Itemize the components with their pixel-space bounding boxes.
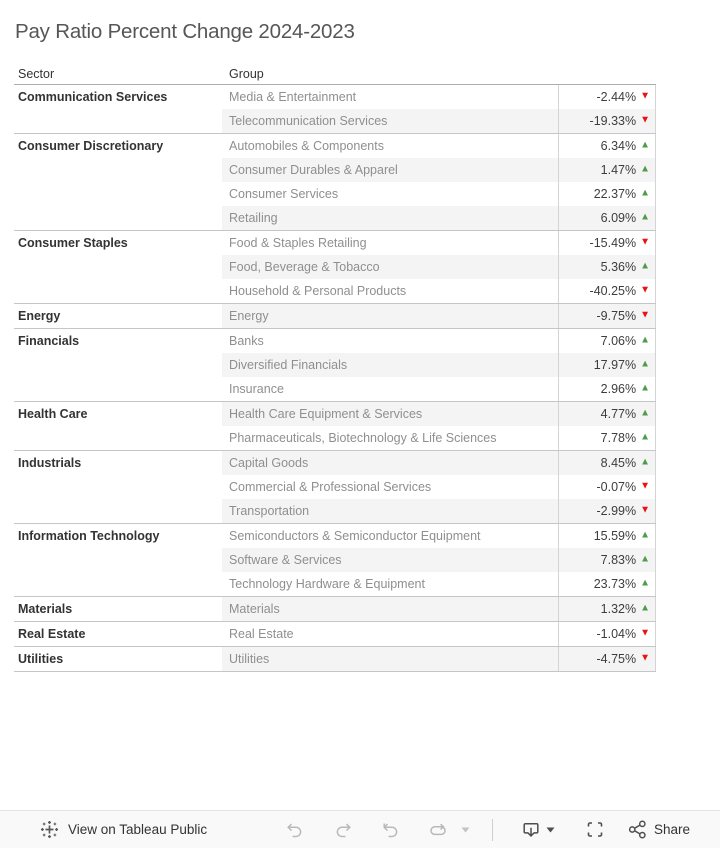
percent-change-value: 7.78% <box>600 431 637 445</box>
percent-change-cell[interactable] <box>558 279 656 303</box>
percent-change-cell[interactable] <box>558 182 656 206</box>
down-arrow-icon: ▼ <box>640 504 650 516</box>
percent-change-value: 6.34% <box>600 139 637 153</box>
group-label[interactable]: Materials <box>222 597 558 621</box>
percent-change-cell[interactable] <box>558 304 656 328</box>
percent-change-value: -15.49% <box>589 236 637 250</box>
group-label[interactable]: Semiconductors & Semiconductor Equipment <box>229 529 481 543</box>
percent-change-cell[interactable] <box>558 377 656 401</box>
download-icon <box>521 819 541 840</box>
percent-change-value: 23.73% <box>593 577 637 591</box>
percent-change-value: 2.96% <box>600 382 637 396</box>
percent-change-cell[interactable] <box>558 548 656 572</box>
group-label[interactable]: Capital Goods <box>222 451 558 475</box>
sector-label <box>14 182 222 206</box>
pay-ratio-table <box>14 63 656 672</box>
table-row <box>14 353 656 377</box>
group-label[interactable]: Software & Services <box>222 548 558 572</box>
fullscreen-icon <box>585 819 605 840</box>
sector-label <box>14 255 222 279</box>
sector-label[interactable]: Real Estate <box>14 622 222 646</box>
table-row <box>14 255 656 279</box>
percent-change-value: -0.07% <box>596 480 637 494</box>
group-label[interactable]: Transportation <box>222 499 558 523</box>
sector-label[interactable]: Industrials <box>14 451 222 475</box>
sector-label <box>14 426 222 450</box>
up-arrow-icon: ▲ <box>640 211 650 223</box>
group-label[interactable]: Food, Beverage & Tobacco <box>222 255 558 279</box>
down-arrow-icon: ▼ <box>640 284 650 296</box>
group-label[interactable]: Retailing <box>222 206 558 230</box>
table-row <box>14 279 656 303</box>
table-row <box>14 426 656 450</box>
sector-label <box>14 377 222 401</box>
table-row <box>14 475 656 499</box>
group-label[interactable]: Energy <box>222 304 558 328</box>
percent-change-value: -40.25% <box>589 284 637 298</box>
down-arrow-icon: ▼ <box>640 480 650 492</box>
redo-icon <box>334 820 354 840</box>
table-row <box>14 499 656 523</box>
table-row <box>14 450 656 475</box>
up-arrow-icon: ▲ <box>640 529 650 541</box>
up-arrow-icon: ▲ <box>640 407 650 419</box>
toolbar-divider <box>492 819 493 841</box>
up-arrow-icon: ▲ <box>640 431 650 443</box>
group-label[interactable]: Utilities <box>222 647 558 671</box>
group-label[interactable]: Household & Personal Products <box>229 284 407 298</box>
percent-change-cell[interactable] <box>558 426 656 450</box>
sector-label[interactable]: Information Technology <box>14 524 222 548</box>
percent-change-value: 6.09% <box>600 211 637 225</box>
group-label[interactable]: Consumer Services <box>229 187 339 201</box>
up-arrow-icon: ▲ <box>640 382 650 394</box>
percent-change-cell[interactable] <box>558 85 656 109</box>
sector-label <box>14 353 222 377</box>
sector-label[interactable]: Financials <box>14 329 222 353</box>
tableau-logo-icon <box>40 820 59 839</box>
group-label[interactable]: Telecommunication Services <box>222 109 558 133</box>
group-label[interactable]: Banks <box>229 334 264 348</box>
percent-change-cell[interactable] <box>558 451 656 475</box>
percent-change-value: 1.32% <box>600 602 637 616</box>
percent-change-cell[interactable] <box>558 353 656 377</box>
refresh-options-button[interactable] <box>460 820 472 840</box>
table-row <box>14 646 656 671</box>
down-arrow-icon: ▼ <box>640 309 650 321</box>
table-row <box>14 596 656 621</box>
percent-change-value: -19.33% <box>589 114 637 128</box>
sector-label[interactable]: Materials <box>14 597 222 621</box>
table-row <box>14 303 656 328</box>
group-label[interactable]: Diversified Financials <box>222 353 558 377</box>
up-arrow-icon: ▲ <box>640 553 650 565</box>
page-title: Pay Ratio Percent Change 2024-2023 <box>15 20 355 43</box>
percent-change-value: 8.45% <box>600 456 637 470</box>
toolbar-actions <box>284 819 690 841</box>
table-row <box>14 523 656 548</box>
sector-label <box>14 279 222 303</box>
percent-change-cell[interactable] <box>558 622 656 646</box>
replay-button[interactable] <box>380 820 400 840</box>
view-on-tableau-public-link[interactable] <box>40 820 207 839</box>
download-options-button[interactable] <box>545 820 557 840</box>
table-row <box>14 109 656 133</box>
table-row <box>14 206 656 230</box>
group-label[interactable]: Technology Hardware & Equipment <box>229 577 425 591</box>
refresh-button[interactable] <box>428 820 448 840</box>
tableau-toolbar <box>0 810 720 848</box>
up-arrow-icon: ▲ <box>640 358 650 370</box>
percent-change-value: 22.37% <box>593 187 637 201</box>
percent-change-value: 7.83% <box>600 553 637 567</box>
percent-change-cell[interactable] <box>558 597 656 621</box>
sector-label[interactable]: Energy <box>14 304 222 328</box>
group-label[interactable]: Commercial & Professional Services <box>229 480 432 494</box>
percent-change-cell[interactable] <box>558 255 656 279</box>
group-label[interactable]: Insurance <box>229 382 284 396</box>
replay-icon <box>380 820 400 840</box>
download-chevron-icon <box>546 827 555 833</box>
down-arrow-icon: ▼ <box>640 236 650 248</box>
sector-label[interactable]: Communication Services <box>14 85 222 109</box>
table-row <box>14 572 656 596</box>
up-arrow-icon: ▲ <box>640 334 650 346</box>
percent-change-value: 5.36% <box>600 260 637 274</box>
table-header-row <box>14 63 656 85</box>
table-row <box>14 377 656 401</box>
fullscreen-button[interactable] <box>585 820 605 840</box>
up-arrow-icon: ▲ <box>640 139 650 151</box>
sector-label <box>14 499 222 523</box>
up-arrow-icon: ▲ <box>640 602 650 614</box>
down-arrow-icon: ▼ <box>640 627 650 639</box>
table-row <box>14 133 656 158</box>
percent-change-cell[interactable] <box>558 231 656 255</box>
percent-change-cell[interactable] <box>558 647 656 671</box>
group-label[interactable]: Pharmaceuticals, Biotechnology & Life Sciences <box>229 431 497 445</box>
sector-label <box>14 158 222 182</box>
percent-change-cell[interactable] <box>558 524 656 548</box>
percent-change-cell[interactable] <box>558 475 656 499</box>
sector-label[interactable]: Consumer Staples <box>14 231 222 255</box>
group-label[interactable]: Consumer Durables & Apparel <box>222 158 558 182</box>
share-button[interactable] <box>627 819 690 840</box>
group-label[interactable]: Media & Entertainment <box>229 90 357 104</box>
down-arrow-icon: ▼ <box>640 114 650 126</box>
percent-change-cell[interactable] <box>558 109 656 133</box>
percent-change-value: -1.04% <box>596 627 637 641</box>
pay-ratio-table-body <box>14 85 656 672</box>
percent-change-value: 7.06% <box>600 334 637 348</box>
sector-label[interactable]: Health Care <box>14 402 222 426</box>
group-label[interactable]: Automobiles & Components <box>229 139 384 153</box>
sector-label[interactable]: Utilities <box>14 647 222 671</box>
percent-change-cell[interactable] <box>558 158 656 182</box>
sector-label <box>14 206 222 230</box>
table-row <box>14 158 656 182</box>
undo-button[interactable] <box>284 820 304 840</box>
percent-change-value: 4.77% <box>600 407 637 421</box>
percent-change-cell[interactable] <box>558 206 656 230</box>
up-arrow-icon: ▲ <box>640 456 650 468</box>
sector-label <box>14 548 222 572</box>
share-label: Share <box>653 822 690 837</box>
sector-label <box>14 475 222 499</box>
percent-change-cell[interactable] <box>558 499 656 523</box>
share-icon <box>627 819 648 840</box>
redo-button[interactable] <box>334 820 354 840</box>
percent-change-cell[interactable] <box>558 329 656 353</box>
up-arrow-icon: ▲ <box>640 260 650 272</box>
down-arrow-icon: ▼ <box>640 90 650 102</box>
download-button[interactable] <box>521 820 541 840</box>
up-arrow-icon: ▲ <box>640 577 650 589</box>
view-on-tableau-public-label: View on Tableau Public <box>68 822 208 837</box>
down-arrow-icon: ▼ <box>640 652 650 664</box>
refresh-options-chevron-icon <box>461 827 470 833</box>
table-row <box>14 182 656 206</box>
sector-label <box>14 109 222 133</box>
percent-change-value: 15.59% <box>593 529 637 543</box>
percent-change-value: -9.75% <box>596 309 637 323</box>
percent-change-value: -4.75% <box>596 652 637 666</box>
refresh-icon <box>428 820 448 840</box>
table-row <box>14 401 656 426</box>
table-row <box>14 230 656 255</box>
column-header-sector[interactable]: Sector <box>18 66 55 81</box>
table-row <box>14 85 656 109</box>
percent-change-cell[interactable] <box>558 402 656 426</box>
table-row <box>14 621 656 646</box>
up-arrow-icon: ▲ <box>640 187 650 199</box>
percent-change-value: 1.47% <box>600 163 637 177</box>
percent-change-cell[interactable] <box>558 572 656 596</box>
undo-icon <box>284 820 304 840</box>
percent-change-value: 17.97% <box>593 358 637 372</box>
column-header-group[interactable]: Group <box>229 66 264 81</box>
table-row <box>14 328 656 353</box>
group-label[interactable]: Food & Staples Retailing <box>229 236 367 250</box>
sector-label <box>14 572 222 596</box>
table-row <box>14 548 656 572</box>
up-arrow-icon: ▲ <box>640 163 650 175</box>
percent-change-cell[interactable] <box>558 134 656 158</box>
percent-change-value: -2.44% <box>596 90 637 104</box>
group-label[interactable]: Real Estate <box>229 627 294 641</box>
group-label[interactable]: Health Care Equipment & Services <box>222 402 558 426</box>
percent-change-value: -2.99% <box>596 504 637 518</box>
sector-label[interactable]: Consumer Discretionary <box>14 134 222 158</box>
